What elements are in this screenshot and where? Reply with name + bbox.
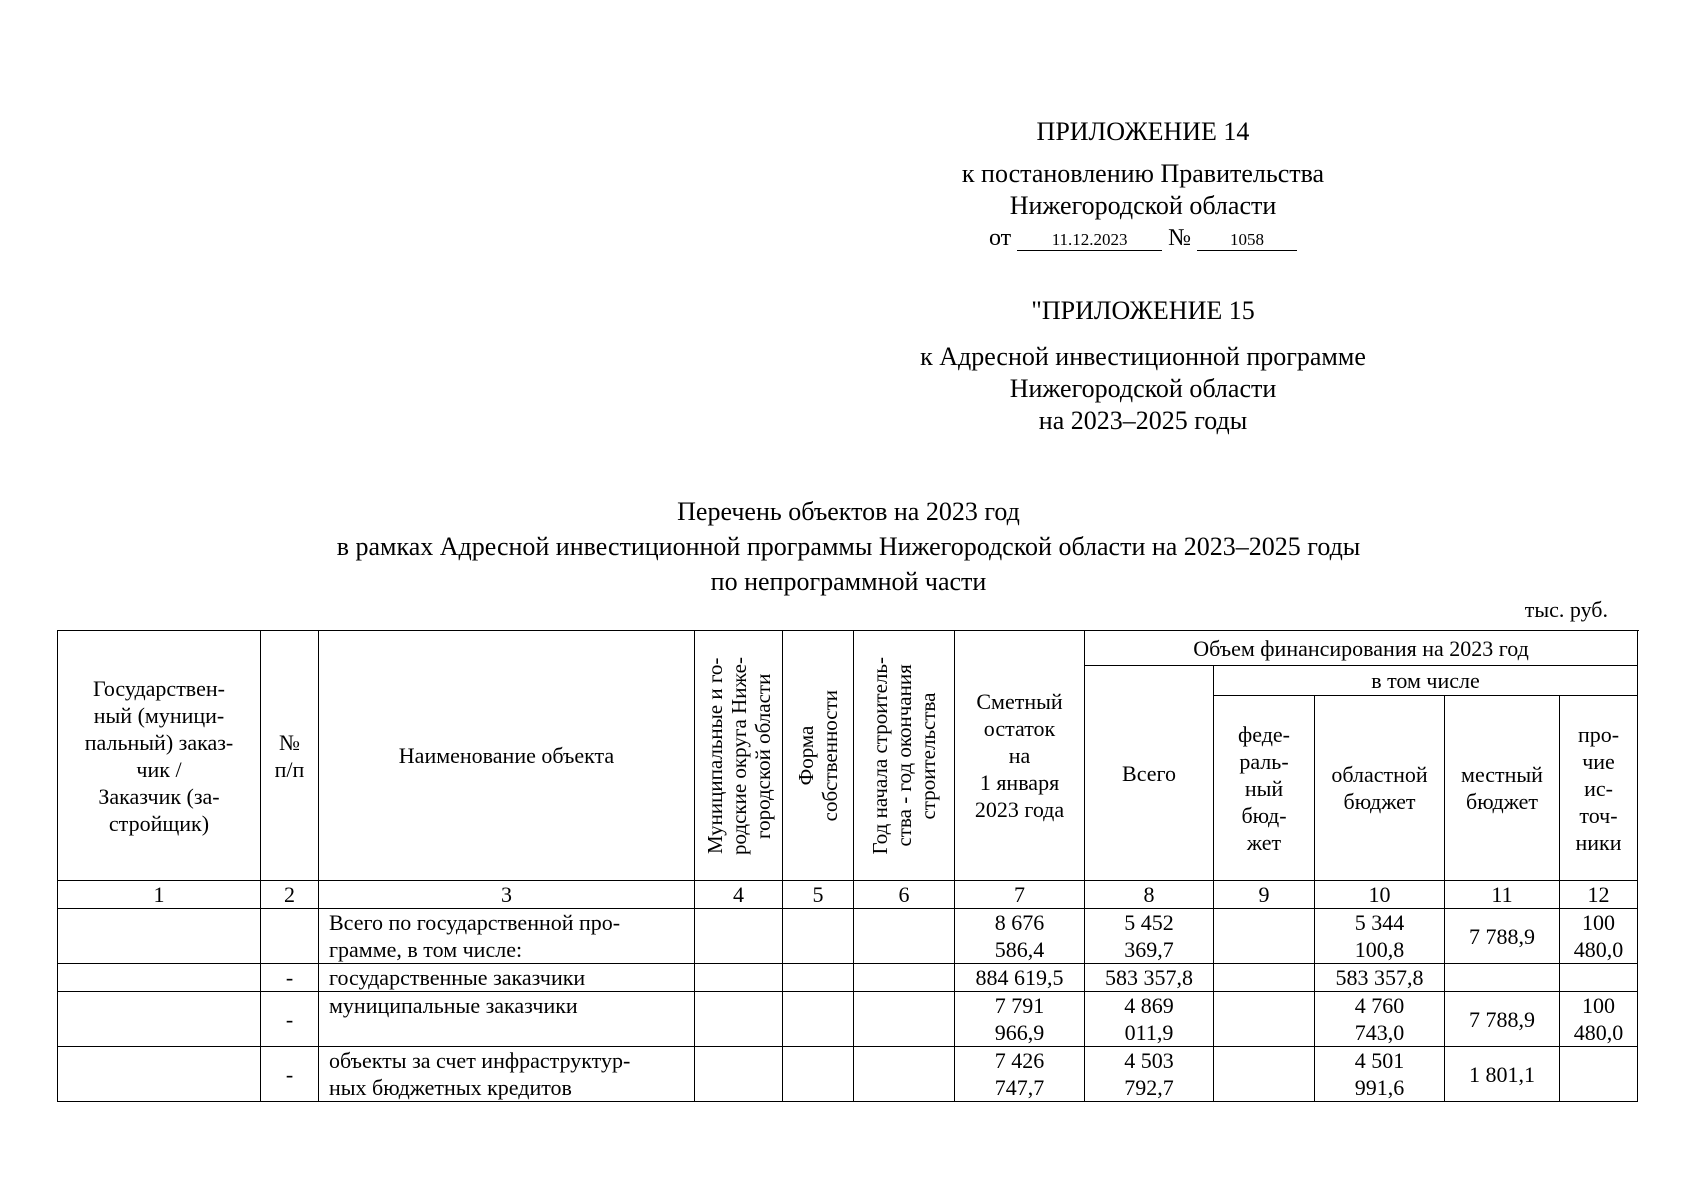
header-object-name: Наименование объекта	[319, 631, 695, 881]
cell-other: 100 480,0	[1560, 992, 1638, 1047]
cell-ownership	[783, 909, 854, 964]
cell-customer	[58, 909, 261, 964]
cell-other	[1560, 964, 1638, 992]
cell-regional: 4 760 743,0	[1315, 992, 1445, 1047]
cell-regional: 5 344 100,8	[1315, 909, 1445, 964]
cell-federal	[1214, 964, 1315, 992]
table-row	[58, 1047, 1638, 1102]
cell-total: 5 452 369,7	[1085, 909, 1214, 964]
decree-number: 1058	[1197, 230, 1297, 251]
cell-local	[1445, 964, 1560, 992]
header-districts: Муниципальные и го- родские округа Ниже- городской области	[702, 656, 775, 855]
col-number-3: 3	[319, 881, 695, 909]
header-other-sources: про- чие ис- точ- ники	[1560, 696, 1638, 881]
cell-customer	[58, 1047, 261, 1102]
cell-estimated-remainder: 8 676 586,4	[955, 909, 1085, 964]
header-local-budget: местный бюджет	[1445, 696, 1560, 881]
document-title-line3: по непрограммной части	[710, 567, 987, 596]
appendix-14-line2: Нижегородской области	[1009, 191, 1277, 220]
cell-years	[854, 992, 955, 1047]
appendix-15-line1: к Адресной инвестиционной программе	[920, 342, 1366, 371]
appendix-15-block	[853, 295, 1433, 437]
decree-date: 11.12.2023	[1017, 230, 1162, 251]
units-label: тыс. руб.	[1524, 597, 1608, 622]
col-number-11: 11	[1445, 881, 1560, 909]
cell-districts	[695, 909, 783, 964]
document-title	[0, 494, 1697, 599]
col-number-7: 7	[955, 881, 1085, 909]
cell-number: -	[261, 1047, 319, 1102]
header-total: Всего	[1085, 666, 1214, 881]
header-federal-budget: феде- раль- ный бюд- жет	[1214, 696, 1315, 881]
header-years: Год начала строитель- ства - год окончания строительства	[868, 656, 940, 855]
col-number-6: 6	[854, 881, 955, 909]
col-number-1: 1	[58, 881, 261, 909]
col-number-10: 10	[1315, 881, 1445, 909]
cell-customer	[58, 964, 261, 992]
appendix-14-line1: к постановлению Правительства	[961, 159, 1325, 188]
cell-ownership	[783, 1047, 854, 1102]
cell-object-name: государственные заказчики	[319, 964, 695, 992]
cell-regional: 4 501 991,6	[1315, 1047, 1445, 1102]
cell-object-name: объекты за счет инфраструктур- ных бюджетных кредитов	[319, 1047, 695, 1102]
cell-ownership	[783, 964, 854, 992]
table-row	[58, 992, 1638, 1047]
cell-estimated-remainder: 7 791 966,9	[955, 992, 1085, 1047]
header-row-1	[58, 631, 1638, 666]
header-ownership-cell	[783, 631, 854, 881]
objects-table	[57, 630, 1638, 1102]
header-years-cell	[854, 631, 955, 881]
appendix-15-line3: на 2023–2025 годы	[1038, 406, 1248, 435]
cell-number: -	[261, 992, 319, 1047]
cell-districts	[695, 1047, 783, 1102]
header-funding-volume: Объем финансирования на 2023 год	[1085, 631, 1638, 666]
cell-number: -	[261, 964, 319, 992]
cell-object-name: Всего по государственной про- грамме, в том числе:	[319, 909, 695, 964]
header-estimated-remainder: Сметный остаток на 1 января 2023 года	[955, 631, 1085, 881]
cell-years	[854, 909, 955, 964]
cell-customer	[58, 992, 261, 1047]
appendix-14-block	[853, 116, 1433, 254]
header-customer: Государствен- ный (муници- пальный) заказ- чик / Заказчик (за- стройщик)	[58, 631, 261, 881]
cell-local: 7 788,9	[1445, 992, 1560, 1047]
from-label: от	[988, 225, 1012, 251]
number-label: №	[1168, 225, 1192, 251]
col-number-2: 2	[261, 881, 319, 909]
appendix-15-title: "ПРИЛОЖЕНИЕ 15	[1031, 296, 1255, 325]
cell-total: 4 503 792,7	[1085, 1047, 1214, 1102]
cell-local: 1 801,1	[1445, 1047, 1560, 1102]
cell-ownership	[783, 992, 854, 1047]
cell-years	[854, 1047, 955, 1102]
cell-estimated-remainder: 884 619,5	[955, 964, 1085, 992]
cell-other: 100 480,0	[1560, 909, 1638, 964]
document-title-line1: Перечень объектов на 2023 год	[677, 497, 1020, 526]
cell-years	[854, 964, 955, 992]
appendix-15-line2: Нижегородской области	[1009, 374, 1277, 403]
header-ownership: Форма собственности	[794, 689, 842, 822]
cell-federal	[1214, 992, 1315, 1047]
decree-date-line	[853, 222, 1433, 254]
document-title-line2: в рамках Адресной инвестиционной программы Нижегородской области на 2023–2025 годы	[336, 532, 1361, 561]
cell-object-name: муниципальные заказчики	[319, 992, 695, 1047]
col-number-5: 5	[783, 881, 854, 909]
cell-regional: 583 357,8	[1315, 964, 1445, 992]
cell-federal	[1214, 1047, 1315, 1102]
cell-local: 7 788,9	[1445, 909, 1560, 964]
cell-total: 4 869 011,9	[1085, 992, 1214, 1047]
cell-districts	[695, 992, 783, 1047]
header-including: в том числе	[1214, 666, 1638, 696]
table-row	[58, 964, 1638, 992]
cell-districts	[695, 964, 783, 992]
col-number-8: 8	[1085, 881, 1214, 909]
header-regional-budget: областной бюджет	[1315, 696, 1445, 881]
cell-federal	[1214, 909, 1315, 964]
header-districts-cell	[695, 631, 783, 881]
col-number-12: 12	[1560, 881, 1638, 909]
cell-total: 583 357,8	[1085, 964, 1214, 992]
appendix-14-title: ПРИЛОЖЕНИЕ 14	[1036, 117, 1250, 146]
cell-estimated-remainder: 7 426 747,7	[955, 1047, 1085, 1102]
cell-other	[1560, 1047, 1638, 1102]
cell-number	[261, 909, 319, 964]
column-numbers-row	[58, 881, 1638, 909]
header-number: № п/п	[261, 631, 319, 881]
table-row	[58, 909, 1638, 964]
col-number-9: 9	[1214, 881, 1315, 909]
col-number-4: 4	[695, 881, 783, 909]
